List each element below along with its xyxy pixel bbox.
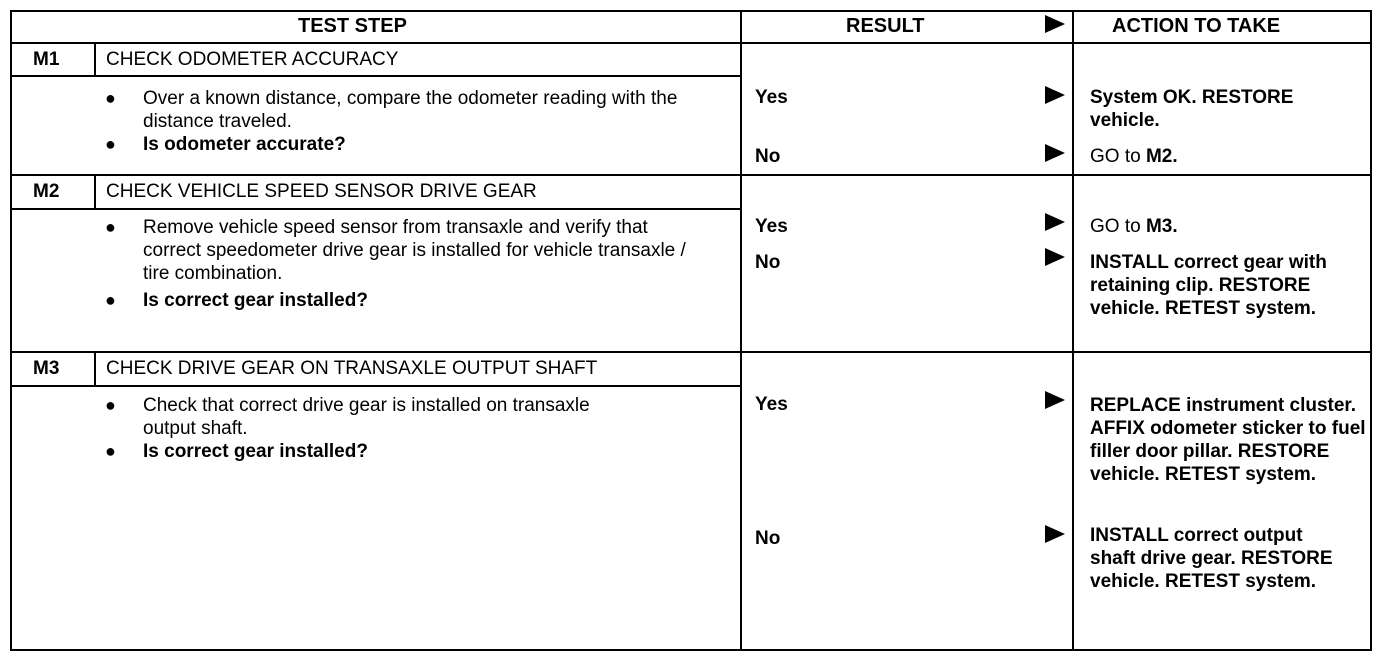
step-question [105, 133, 703, 156]
result-no: No [755, 528, 781, 549]
header-test-step: TEST STEP [298, 15, 407, 37]
arrow-icon [1045, 86, 1065, 104]
bullet-icon: ● [105, 395, 116, 415]
action-step-ref: M3 [1145, 216, 1173, 237]
step-id: M1 [33, 49, 60, 70]
result-no: No [755, 252, 781, 273]
action-text [1090, 145, 1366, 168]
instruction-text: Check that correct drive gear is installed on transaxle output shaft. [143, 395, 590, 439]
step-question [105, 289, 703, 312]
action-suffix: . [1172, 216, 1178, 237]
m1-id-divider [94, 42, 96, 75]
arrow-icon [1045, 391, 1065, 409]
action-prefix: GO to [1090, 146, 1146, 167]
arrow-icon [1045, 213, 1065, 231]
arrow-icon [1045, 248, 1065, 266]
step-instruction [105, 394, 643, 440]
instruction-text: Remove vehicle speed sensor from transaxle and verify that correct speedometer drive gear is installed for vehicle transaxle / tire combination. [143, 217, 686, 284]
action-text: REPLACE instrument cluster. AFFIX odometer sticker to fuel filler door pillar. RESTORE vehicle. RETEST system. [1090, 395, 1366, 485]
m1-title-underline [10, 75, 740, 77]
m3-id-divider [94, 351, 96, 385]
bullet-icon: ● [105, 290, 116, 310]
m2-m3-divider [10, 351, 1372, 353]
step-title: CHECK ODOMETER ACCURACY [106, 49, 399, 70]
bullet-icon: ● [105, 217, 116, 237]
result-yes: Yes [755, 87, 788, 108]
action-step-ref: M2 [1145, 146, 1173, 167]
arrow-icon [1045, 144, 1065, 162]
result-yes: Yes [755, 394, 788, 415]
action-suffix: . [1172, 146, 1178, 167]
m2-title-underline [10, 208, 740, 210]
question-text: Is odometer accurate? [143, 134, 346, 155]
result-no: No [755, 146, 781, 167]
action-text [1090, 215, 1366, 238]
bullet-icon: ● [105, 88, 116, 108]
action-text: INSTALL correct output shaft drive gear. RESTORE vehicle. RETEST system. [1090, 525, 1333, 592]
action-text: System OK. RESTORE vehicle. [1090, 87, 1294, 131]
action-text: INSTALL correct gear with retaining clip. RESTORE vehicle. RETEST system. [1090, 252, 1327, 319]
step-title: CHECK DRIVE GEAR ON TRANSAXLE OUTPUT SHAFT [106, 358, 598, 379]
m1-m2-divider [10, 174, 1372, 176]
arrow-icon [1045, 525, 1065, 543]
step-id: M2 [33, 181, 60, 202]
header-divider [10, 42, 1372, 44]
action-column-divider [1072, 10, 1074, 651]
header-arrow-icon [1045, 15, 1065, 33]
header-result: RESULT [846, 15, 925, 37]
step-instruction [105, 87, 703, 133]
step-id: M3 [33, 358, 60, 379]
bullet-icon: ● [105, 441, 116, 461]
step-title: CHECK VEHICLE SPEED SENSOR DRIVE GEAR [106, 181, 537, 202]
question-text: Is correct gear installed? [143, 290, 368, 311]
result-yes: Yes [755, 216, 788, 237]
result-column-divider [740, 10, 742, 651]
header-action: ACTION TO TAKE [1112, 15, 1281, 37]
action-prefix: GO to [1090, 216, 1146, 237]
step-instruction [105, 216, 703, 285]
question-text: Is correct gear installed? [143, 441, 368, 462]
bullet-icon: ● [105, 134, 116, 154]
m2-id-divider [94, 174, 96, 208]
step-question [105, 440, 703, 463]
instruction-text: Over a known distance, compare the odometer reading with the distance traveled. [143, 88, 678, 132]
m3-title-underline [10, 385, 740, 387]
